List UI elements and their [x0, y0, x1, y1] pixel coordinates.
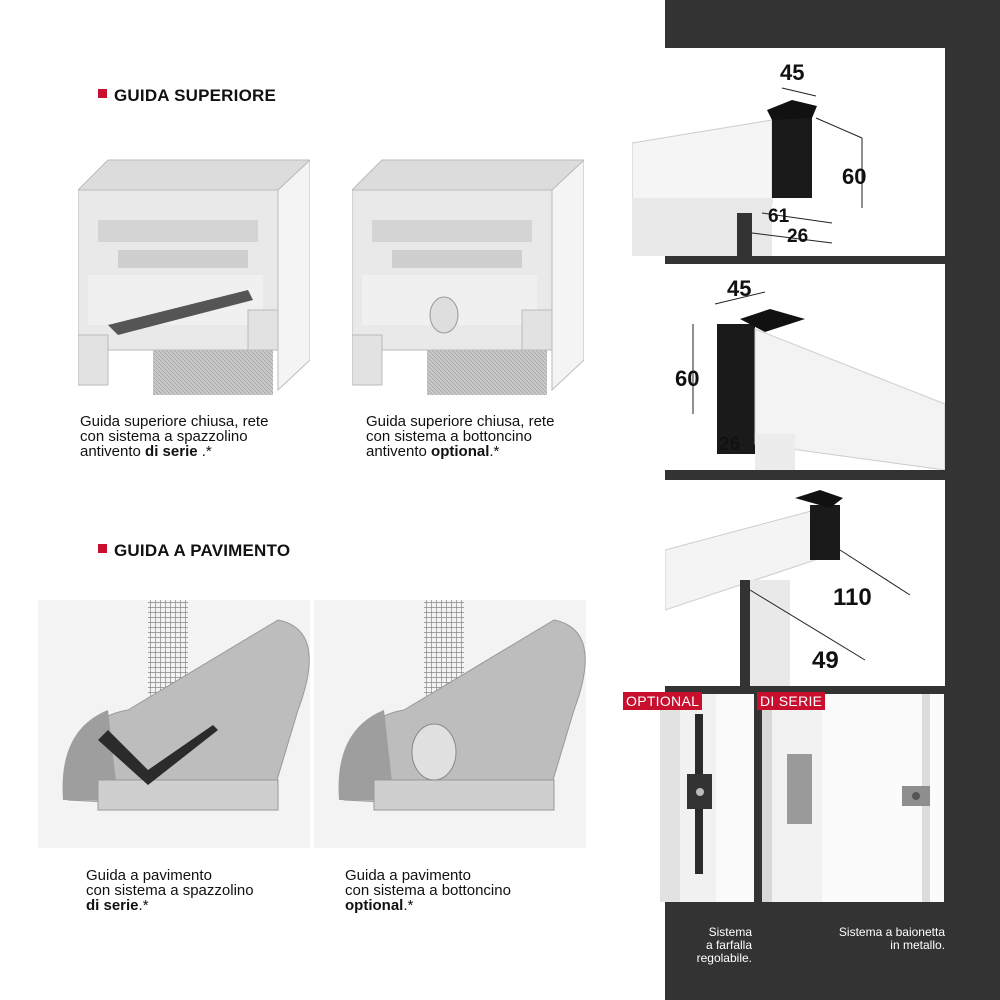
- caption-floor-brush: Guida a pavimento con sistema a spazzolino di serie.*: [86, 867, 254, 914]
- dim-height-label: 60: [675, 366, 700, 391]
- section-title-text: GUIDA SUPERIORE: [114, 86, 277, 105]
- dim-a-label: 61: [768, 206, 790, 227]
- di-serie-tag: DI SERIE: [757, 692, 825, 710]
- dim-side-label: 49: [812, 647, 839, 674]
- top-rail-button-illustration: [352, 150, 584, 395]
- caption-butterfly-closure: Sistema a farfalla regolabile.: [696, 925, 752, 965]
- dim-width-label: 45: [780, 60, 805, 85]
- floor-rail-button-illustration: [314, 600, 586, 848]
- caption-bayonet-closure: Sistema a baionetta in metallo.: [838, 925, 945, 952]
- dim-b-label: 26: [719, 434, 741, 455]
- butterfly-closure-photo: [660, 694, 754, 902]
- top-rail-brush-illustration: [78, 150, 310, 395]
- dimension-panel-1: [632, 48, 945, 256]
- dimension-panel-3: [665, 480, 945, 686]
- section-title-guida-pavimento: [98, 541, 290, 561]
- dim-width-label: 45: [727, 276, 752, 301]
- caption-top-brush: Guida superiore chiusa, rete con sistema a spazzolino antivento di serie .*: [80, 413, 269, 460]
- dimension-panel-2: [665, 264, 945, 470]
- section-title-guida-superiore: [98, 86, 276, 106]
- dim-depth-label: 110: [833, 584, 872, 611]
- bayonet-closure-photo: [762, 694, 944, 902]
- dim-height-label: 60: [842, 164, 867, 189]
- red-square-bullet-icon: [98, 544, 107, 553]
- section-title-text: GUIDA A PAVIMENTO: [114, 541, 291, 560]
- optional-tag: OPTIONAL: [623, 692, 702, 710]
- red-square-bullet-icon: [98, 89, 107, 98]
- floor-rail-brush-illustration: [38, 600, 310, 848]
- dim-b-label: 26: [787, 226, 809, 247]
- caption-floor-button: Guida a pavimento con sistema a bottoncino optional.*: [345, 867, 511, 914]
- caption-top-button: Guida superiore chiusa, rete con sistema a bottoncino antivento optional.*: [366, 413, 555, 460]
